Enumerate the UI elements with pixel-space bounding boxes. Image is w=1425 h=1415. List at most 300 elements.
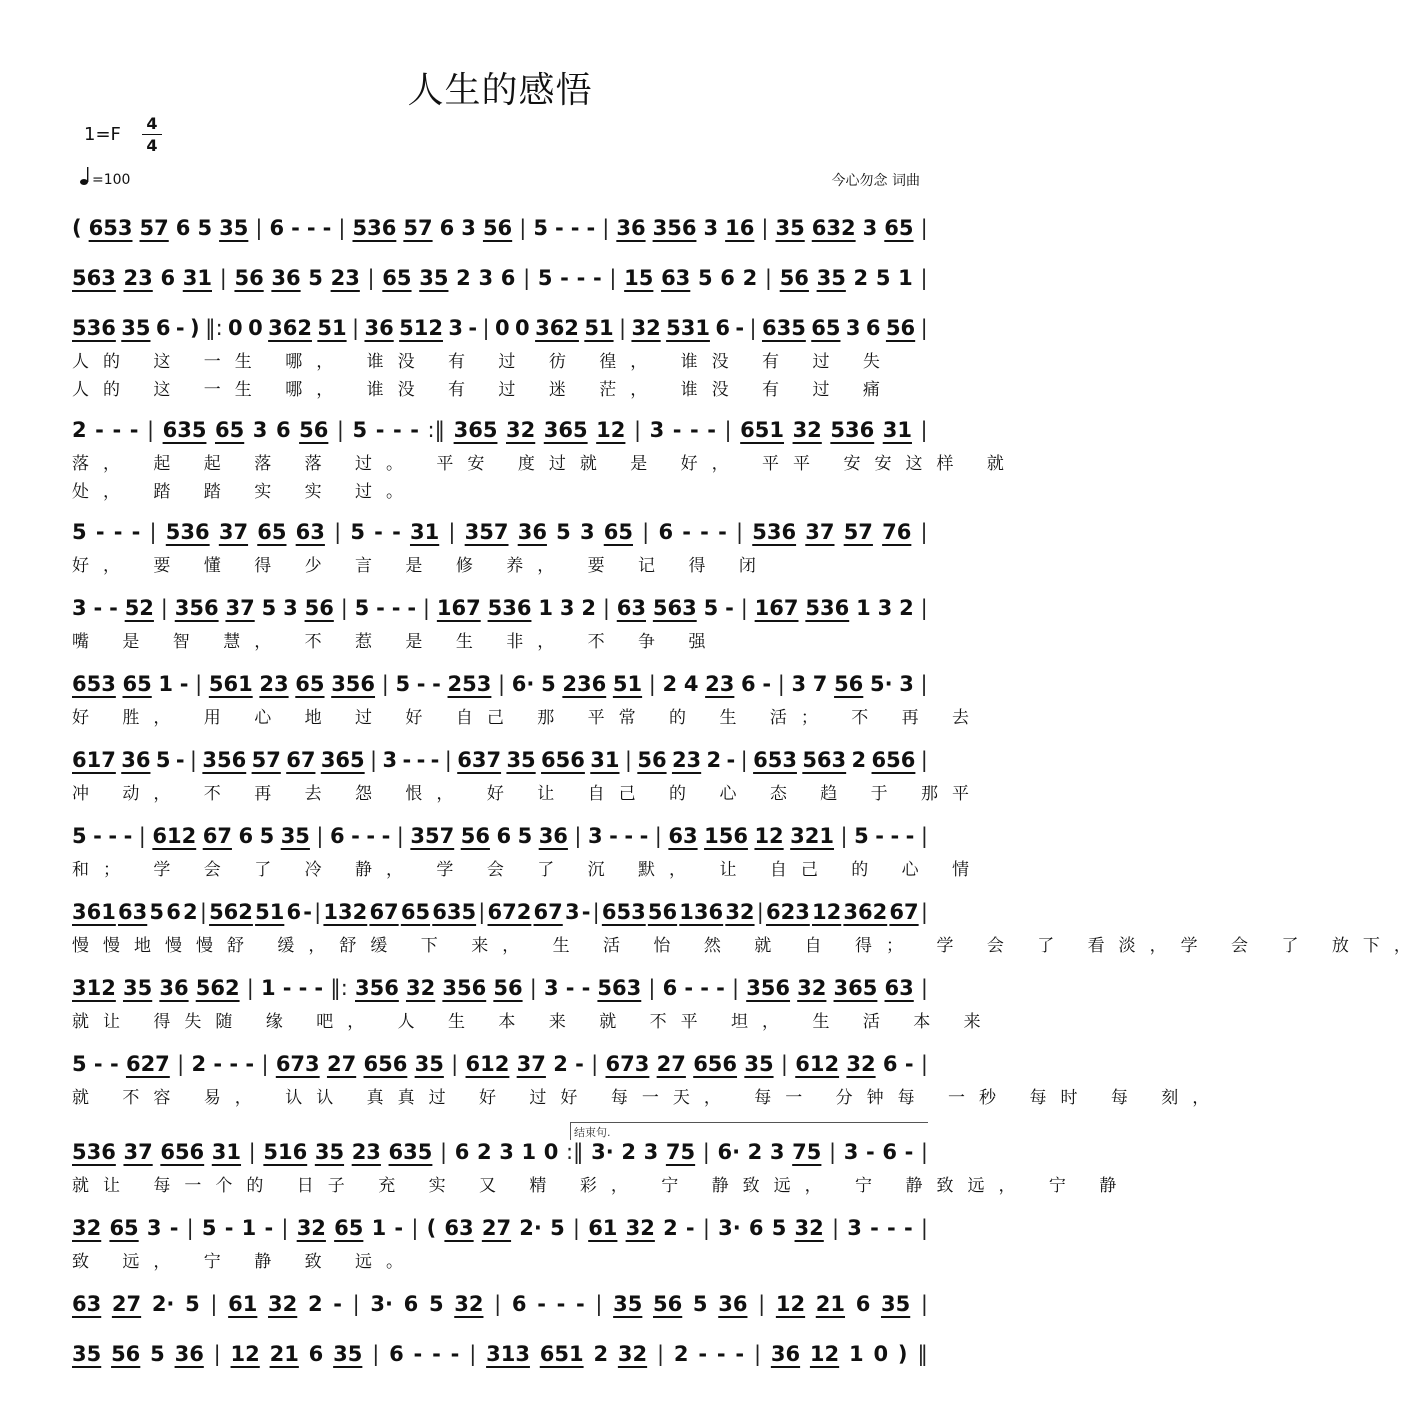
note-group: 23 xyxy=(705,672,735,696)
note-group: 356 xyxy=(355,976,399,1000)
note-group: 65 xyxy=(295,672,325,696)
barline: | xyxy=(777,672,785,696)
barline: | xyxy=(422,596,430,620)
note-group: 167 xyxy=(436,596,481,620)
note-group: 32 xyxy=(72,1216,102,1240)
barline: | xyxy=(758,1292,766,1316)
lyric-line: 好， 要 懂 得 少 言 是 修 养， 要 记 得 闭 xyxy=(72,556,770,576)
barline: | xyxy=(448,520,456,544)
notation-system xyxy=(72,821,984,880)
note-group: 5 xyxy=(771,1216,787,1240)
barline: | xyxy=(591,1052,599,1076)
barline: | xyxy=(523,266,531,290)
barline: | xyxy=(920,824,928,848)
barline: | xyxy=(482,316,490,340)
note-group: 35 xyxy=(775,216,805,240)
note-group: 561 xyxy=(208,672,253,696)
note-group: - xyxy=(351,824,360,848)
note-group: - xyxy=(690,418,699,442)
note-group: 63 xyxy=(884,976,914,1000)
note-group: 167 xyxy=(754,596,799,620)
note-group: 67 xyxy=(533,900,563,924)
note-group: - xyxy=(95,418,104,442)
note-group: 5 xyxy=(150,1342,165,1366)
note-group: 32 xyxy=(268,1292,298,1316)
note-group: 6 xyxy=(403,1292,419,1316)
note-group: 0 xyxy=(873,1342,889,1366)
barline: | xyxy=(602,216,610,240)
note-group: 2 xyxy=(581,596,596,620)
note-group: 23 xyxy=(123,266,153,290)
note-group: 1 xyxy=(898,266,913,290)
note-group: - xyxy=(264,1216,274,1240)
note-group: 61 xyxy=(588,1216,618,1240)
note-group: 253 xyxy=(447,672,492,696)
note-group: 6 xyxy=(882,1140,897,1164)
note-group: - xyxy=(700,520,709,544)
note-group: 1 xyxy=(241,1216,257,1240)
note-group: 31 xyxy=(182,266,212,290)
barline: | xyxy=(574,824,582,848)
note-group: 1 xyxy=(521,1140,537,1164)
barline: | xyxy=(572,1216,580,1240)
note-group: 75 xyxy=(665,1140,696,1164)
note-group: 6 xyxy=(160,266,176,290)
note-group: 3 xyxy=(791,672,807,696)
note-group: 27 xyxy=(111,1292,142,1316)
note-group: 536 xyxy=(72,316,116,340)
note-group: - xyxy=(716,1342,726,1366)
barline: | xyxy=(764,266,772,290)
note-group: - xyxy=(581,900,591,924)
note-group: - xyxy=(333,1292,342,1316)
note-group: - xyxy=(392,520,401,544)
note-group: 35 xyxy=(744,1052,774,1076)
note-group: 35 xyxy=(72,1342,102,1366)
note-group: 67 xyxy=(286,748,316,772)
note-group: 651 xyxy=(539,1342,584,1366)
barline: | xyxy=(370,748,378,772)
note-group: 6 xyxy=(439,216,455,240)
note-group: 5 xyxy=(308,266,323,290)
barline: | xyxy=(920,316,928,340)
note-group: 536 xyxy=(830,418,875,442)
note-group: 0 xyxy=(248,316,263,340)
note-group: 37 xyxy=(218,520,249,544)
note-group: 5 xyxy=(149,900,165,924)
barline: | xyxy=(656,1342,665,1366)
tempo-marking xyxy=(80,166,130,190)
note-group: 65 xyxy=(603,520,633,544)
note-group: - xyxy=(905,824,915,848)
note-group: 3 xyxy=(564,900,580,924)
barline: | xyxy=(478,900,486,924)
note-group: 1 xyxy=(158,672,174,696)
note-group: - xyxy=(416,672,426,696)
barline: | xyxy=(735,520,744,544)
note-group: 5 xyxy=(201,1216,217,1240)
note-group: - xyxy=(282,976,292,1000)
barline: | xyxy=(340,596,348,620)
notation-line xyxy=(72,897,928,927)
note-group: 5 xyxy=(259,824,275,848)
note-group: 75 xyxy=(792,1140,822,1164)
note-group: 2 xyxy=(742,266,758,290)
note-group: 2 xyxy=(593,1342,609,1366)
note-group: 563 xyxy=(72,266,116,290)
note-group: 5 xyxy=(556,520,571,544)
note-group: 365 xyxy=(833,976,878,1000)
note-group: 5 xyxy=(697,266,713,290)
barline: | xyxy=(444,748,452,772)
note-group: 56 xyxy=(779,266,809,290)
note-group: 6 xyxy=(454,1140,470,1164)
note-group: 2 xyxy=(851,748,867,772)
time-signature xyxy=(142,114,162,155)
barline: | xyxy=(177,1052,185,1076)
note-group: - xyxy=(639,824,649,848)
note-group: - xyxy=(108,824,118,848)
notation-line xyxy=(72,669,928,699)
note-group: 1 xyxy=(371,1216,387,1240)
barline: | xyxy=(246,976,254,1000)
note-group: 67 xyxy=(369,900,399,924)
note-group: 6 xyxy=(658,520,674,544)
note-group: 35 xyxy=(219,216,249,240)
note-group: 651 xyxy=(740,418,785,442)
note-group: - xyxy=(303,900,312,924)
note-group: 612 xyxy=(465,1052,510,1076)
barline: | xyxy=(338,216,346,240)
note-group: 51 xyxy=(612,672,643,696)
note-group: 32 xyxy=(725,900,755,924)
note-group: - xyxy=(112,418,122,442)
note-group: 656 xyxy=(160,1140,205,1164)
note-group: 673 xyxy=(605,1052,650,1076)
note-group: 362 xyxy=(268,316,312,340)
note-group: 35 xyxy=(314,1140,345,1164)
notation-system xyxy=(72,313,928,400)
barline: | xyxy=(654,824,662,848)
note-group: - xyxy=(376,596,385,620)
note-group: 6 xyxy=(882,1052,898,1076)
note-group: 357 xyxy=(410,824,455,848)
note-group: - xyxy=(291,216,300,240)
note-group: 36 xyxy=(517,520,547,544)
note-group: 356 xyxy=(652,216,697,240)
note-group: 3 xyxy=(877,596,893,620)
note-group: 32 xyxy=(454,1292,484,1316)
note-group: 12 xyxy=(811,900,842,924)
note-group: - xyxy=(700,976,709,1000)
notation-system xyxy=(72,593,928,652)
note-group: 632 xyxy=(811,216,856,240)
notation-line xyxy=(72,821,928,851)
note-group: 3 xyxy=(478,266,494,290)
notation-system xyxy=(72,745,984,804)
note-group: - xyxy=(298,976,308,1000)
barline: | xyxy=(138,824,146,848)
note-group: - xyxy=(762,672,772,696)
note-group: 5 xyxy=(155,748,171,772)
note-group: - xyxy=(716,976,725,1000)
note-group: 2 xyxy=(191,1052,207,1076)
note-group: 35 xyxy=(414,1052,444,1076)
note-group: 56 xyxy=(653,1292,683,1316)
barline: | xyxy=(642,520,650,544)
note-group: 12 xyxy=(754,824,784,848)
note-group: 27 xyxy=(481,1216,512,1240)
note-group: - xyxy=(560,266,569,290)
note-group: 2 xyxy=(183,900,198,924)
note-group: 32 xyxy=(797,976,827,1000)
note-group: - xyxy=(366,824,376,848)
note-group: ( xyxy=(72,216,82,240)
note-group: - xyxy=(581,976,591,1000)
note-group: 5 xyxy=(854,824,869,848)
composer-credit: 今心勿念 词曲 xyxy=(831,173,920,189)
note-group: - xyxy=(575,1052,584,1076)
notation-line xyxy=(72,1137,928,1167)
note-group: 5· xyxy=(869,672,893,696)
note-group: 6 xyxy=(741,672,756,696)
note-group: 6 xyxy=(275,418,291,442)
note-group: 37 xyxy=(123,1140,153,1164)
note-group: 56 xyxy=(460,824,490,848)
note-group: 63 xyxy=(444,1216,474,1240)
note-group: 6 xyxy=(308,1342,324,1366)
note-group: 3 xyxy=(461,216,476,240)
lyric-line: 就让 得失随 缘 吧， 人 生 本 来 就 不平 坦， 生 活 本 来 xyxy=(72,1012,995,1032)
note-group: - xyxy=(175,316,185,340)
note-group: 6· xyxy=(511,672,535,696)
notation-line xyxy=(72,1213,928,1243)
barline: | xyxy=(149,520,157,544)
barline: | xyxy=(160,596,168,620)
note-group: 36 xyxy=(616,216,646,240)
note-group: 63 xyxy=(118,900,148,924)
note-group: 5 xyxy=(550,1216,565,1240)
note-group: 3· xyxy=(718,1216,741,1240)
barline: | xyxy=(602,596,610,620)
note-group: 12 xyxy=(596,418,626,442)
note-group: 3 xyxy=(703,216,719,240)
note-group: 32 xyxy=(617,1342,648,1366)
barline: :‖ xyxy=(565,1140,584,1164)
notation-system xyxy=(72,1289,928,1319)
note-group: 623 xyxy=(765,900,810,924)
note-group: - xyxy=(381,824,391,848)
note-group: 5 xyxy=(185,1292,200,1316)
note-group: - xyxy=(245,1052,255,1076)
note-group: 0 xyxy=(543,1140,559,1164)
note-group: - xyxy=(698,1342,708,1366)
note-group: - xyxy=(413,1342,423,1366)
note-group: 2· xyxy=(519,1216,542,1240)
note-group: 132 xyxy=(323,900,368,924)
note-group: 5 xyxy=(261,596,277,620)
note-group: 362 xyxy=(843,900,888,924)
note-group: 52 xyxy=(124,596,154,620)
note-group: 56 xyxy=(482,216,513,240)
barline: | xyxy=(609,266,617,290)
note-group: 56 xyxy=(647,900,678,924)
note-group: 3 xyxy=(579,520,595,544)
note-group: 3 xyxy=(643,1140,659,1164)
note-group: 65 xyxy=(811,316,841,340)
barline: ‖: xyxy=(330,976,348,1000)
note-group: - xyxy=(865,1140,875,1164)
note-group: 3· xyxy=(370,1292,393,1316)
note-group: 562 xyxy=(195,976,240,1000)
note-group: 635 xyxy=(388,1140,433,1164)
note-group: - xyxy=(392,418,402,442)
note-group: 672 xyxy=(487,900,532,924)
note-group: 56 xyxy=(637,748,667,772)
note-group: 512 xyxy=(399,316,443,340)
note-group: 3 xyxy=(559,596,575,620)
note-group: 3 xyxy=(847,1216,862,1240)
note-group: - xyxy=(726,748,736,772)
note-group: - xyxy=(450,1342,460,1366)
note-group: 56 xyxy=(111,1342,141,1366)
note-group: - xyxy=(93,596,103,620)
note-group: 0 xyxy=(515,316,530,340)
note-group: - xyxy=(904,1140,914,1164)
barline: | xyxy=(396,824,404,848)
note-group: 3 xyxy=(899,672,914,696)
note-group: 65 xyxy=(109,1216,139,1240)
barline: ‖ xyxy=(917,1342,928,1366)
note-group: 7 xyxy=(812,672,828,696)
notation-line xyxy=(72,1339,928,1369)
barline: | xyxy=(753,1342,762,1366)
note-group: 2 xyxy=(476,1140,492,1164)
note-group: 2 xyxy=(747,1140,763,1164)
note-group: 32 xyxy=(506,418,536,442)
note-group: 6 xyxy=(720,266,735,290)
barline: | xyxy=(367,266,375,290)
note-group: - xyxy=(374,520,383,544)
note-group: 3 xyxy=(448,316,463,340)
note-group: 3 xyxy=(252,418,268,442)
note-group: - xyxy=(410,418,419,442)
note-group: 2 xyxy=(663,1216,678,1240)
note-group: 36 xyxy=(364,316,394,340)
note-group: 6 xyxy=(748,1216,764,1240)
note-group: 0 xyxy=(495,316,510,340)
note-group: 32 xyxy=(792,418,822,442)
note-group: - xyxy=(718,520,727,544)
note-group: 6 xyxy=(330,824,345,848)
barline: | xyxy=(451,1052,459,1076)
note-group: 5 xyxy=(537,266,553,290)
note-group: - xyxy=(93,824,102,848)
barline: | xyxy=(920,596,928,620)
barline: | xyxy=(920,1216,928,1240)
note-group: - xyxy=(131,520,141,544)
notation-line xyxy=(72,213,928,243)
barline: | xyxy=(920,266,928,290)
note-group: 5 xyxy=(395,672,411,696)
note-group: - xyxy=(685,1216,695,1240)
barline: | xyxy=(920,1052,928,1076)
note-group: 63 xyxy=(72,1292,102,1316)
note-group: 35 xyxy=(280,824,310,848)
notation-line xyxy=(72,973,928,1003)
note-group: 617 xyxy=(72,748,116,772)
notation-system xyxy=(72,1213,928,1272)
barline: | xyxy=(829,1140,837,1164)
note-group: - xyxy=(306,216,316,240)
barline: | xyxy=(336,418,344,442)
note-group: - xyxy=(402,748,412,772)
notation-line xyxy=(72,517,928,547)
note-group: 653 xyxy=(753,748,797,772)
note-group: 2 xyxy=(307,1292,323,1316)
note-group: 37 xyxy=(225,596,255,620)
note-group: 3 xyxy=(845,316,861,340)
barline: | xyxy=(731,976,740,1000)
note-group: 1 xyxy=(856,596,871,620)
note-group: 3 xyxy=(382,748,398,772)
note-group: 36 xyxy=(538,824,568,848)
note-group: 635 xyxy=(761,316,806,340)
note-group: 57 xyxy=(139,216,169,240)
note-group: 56 xyxy=(234,266,264,290)
note-group: - xyxy=(890,824,900,848)
note-group: 32 xyxy=(846,1052,876,1076)
note-group: 5 xyxy=(352,418,368,442)
barline: | xyxy=(633,418,642,442)
note-group: 12 xyxy=(230,1342,260,1366)
barline: | xyxy=(702,1140,710,1164)
note-group: 531 xyxy=(666,316,710,340)
note-group: 32 xyxy=(296,1216,326,1240)
barline: | xyxy=(334,520,342,544)
note-group: 36 xyxy=(174,1342,204,1366)
barline: | xyxy=(469,1342,477,1366)
barline: | xyxy=(314,900,322,924)
note-group: 356 xyxy=(202,748,247,772)
barline: | xyxy=(648,672,656,696)
note-group: 5 xyxy=(517,824,533,848)
note-group: 32 xyxy=(405,976,436,1000)
note-group: 15 xyxy=(624,266,654,290)
barline: | xyxy=(519,216,527,240)
note-group: 656 xyxy=(871,748,916,772)
note-group: 2 xyxy=(621,1140,637,1164)
note-group: - xyxy=(609,824,618,848)
note-group: 36 xyxy=(121,748,151,772)
barline: | xyxy=(761,216,769,240)
lyric-line: 嘴 是 智 慧， 不 惹 是 生 非， 不 争 强 xyxy=(72,632,720,652)
lyric-line: 落， 起 起 落 落 过。 平安 度过就 是 好， 平平 安安这样 就 xyxy=(72,454,1018,474)
note-group: - xyxy=(95,520,105,544)
note-group: 65 xyxy=(382,266,412,290)
note-group: 563 xyxy=(802,748,847,772)
note-group: 1 xyxy=(538,596,553,620)
barline: | xyxy=(248,1140,256,1164)
note-group: 56 xyxy=(299,418,329,442)
note-group: 67 xyxy=(202,824,232,848)
barline: | xyxy=(618,316,627,340)
barline: | xyxy=(920,520,928,544)
barline: ‖: xyxy=(205,316,223,340)
note-group: 6 xyxy=(389,1342,404,1366)
note-group: 3 xyxy=(862,216,878,240)
note-group: - xyxy=(875,824,884,848)
